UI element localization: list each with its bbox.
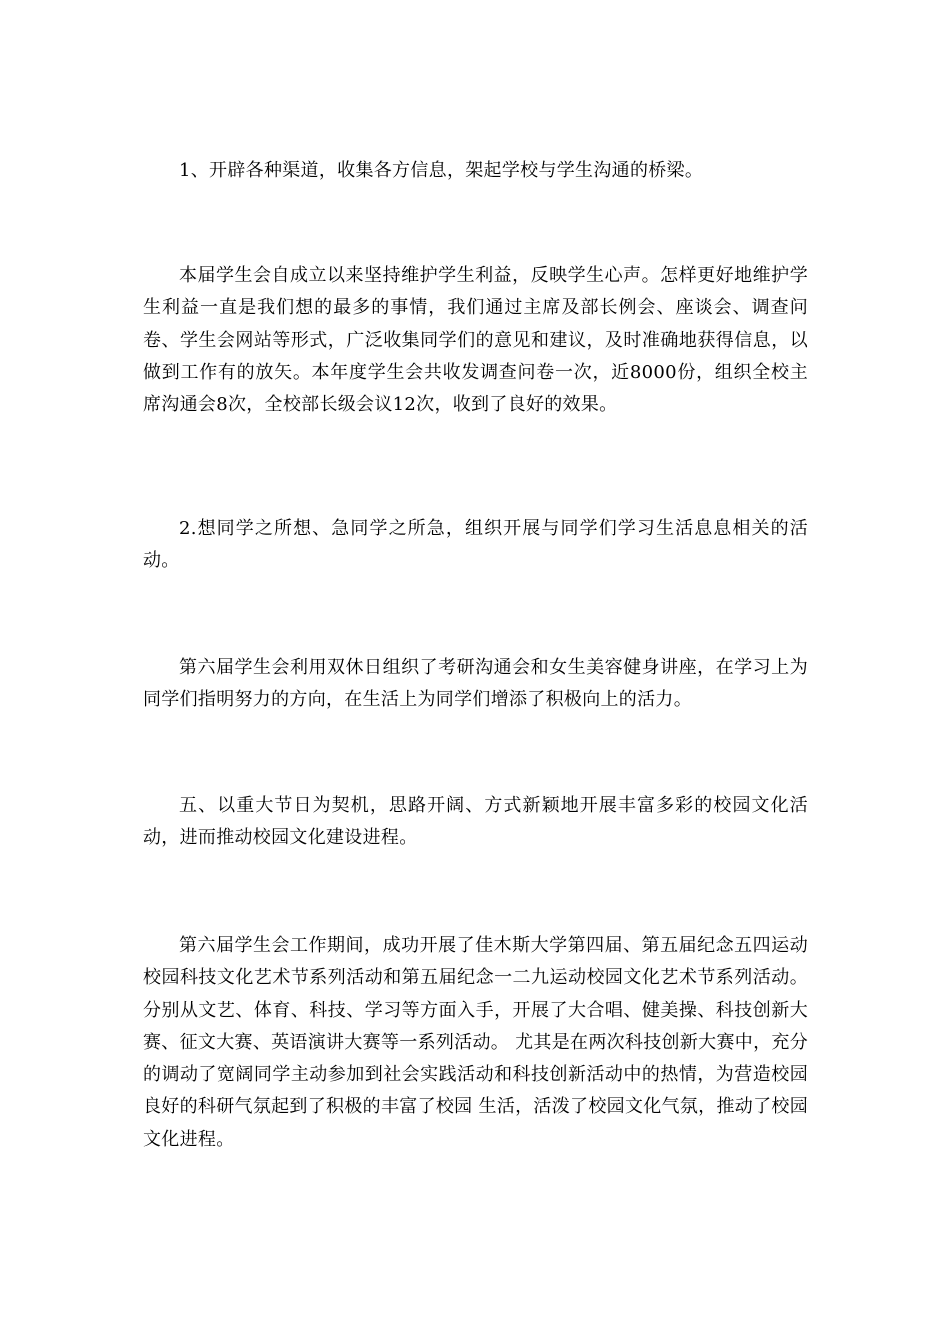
body-paragraph-3: 第六届学生会工作期间，成功开展了佳木斯大学第四届、第五届纪念五四运动校园科技文化艺术节系列活动和第五届纪念一二九运动校园文化艺术节系列活动。分别从文艺、体育、科技、学习等方面入手，开展了大合唱、健美操、科技创新大赛、征文大赛、英语演讲大赛等一系列活动。 尤其是在两次科技创新大赛中，充分的调动了宽阔同学主动参加到社会实践活动和科技创新活动中的热情，为营造校园良好的科研气氛起到了积极的丰富了校园 生活，活泼了校园文化气氛，推动了校园文化进程。 xyxy=(143,935,808,1150)
heading-item-2: 2.想同学之所想、急同学之所急，组织开展与同学们学习生活息息相关的活动。 xyxy=(143,518,808,572)
heading-item-1: 1、开辟各种渠道，收集各方信息，架起学校与学生沟通的桥梁。 xyxy=(179,160,704,181)
body-paragraph-2: 第六届学生会利用双休日组织了考研沟通会和女生美容健身讲座，在学习上为同学们指明努力的方向，在生活上为同学们增添了积极向上的活力。 xyxy=(143,657,808,711)
body-paragraph-1: 本届学生会自成立以来坚持维护学生利益，反映学生心声。怎样更好地维护学生利益一直是我们想的最多的事情，我们通过主席及部长例会、座谈会、调查问卷、学生会网站等形式，广泛收集同学们的意见和建议，及时准确地获得信息，以做到工作有的放矢。本年度学生会共收发调查问卷一次，近8000份，组织全校主席沟通会8次，全校部长级会议12次，收到了良好的效果。 xyxy=(143,265,808,416)
section-heading-five: 五、以重大节日为契机，思路开阔、方式新颖地开展丰富多彩的校园文化活动，进而推动校园文化建设进程。 xyxy=(143,795,808,849)
